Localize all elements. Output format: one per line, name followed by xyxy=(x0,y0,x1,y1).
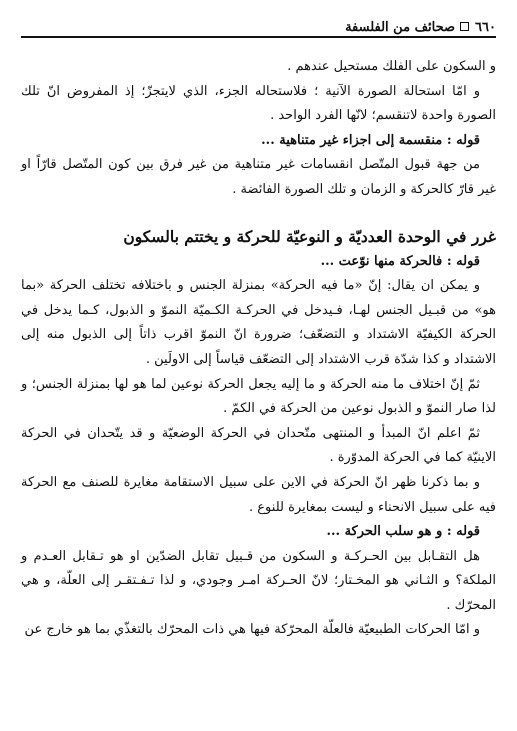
quote-text: و هو سلب الحركة ... xyxy=(326,524,443,540)
quote-label: قوله : xyxy=(446,132,480,148)
paragraph: و يمكن ان يقال: إنّ «ما فيه الحركة» بمنزلة الجنس و باختلافه تختلف الحركة «بما هو» من قبـيل الجنس لهـا، فـيدخل في الحركـة الكـميّة النموّ و الذبول، كـما يدخل في الحركة الكيفيّة الاشتداد و التضعّف؛ ضرورة انّ النموّ اقرب ذاتاً إلى الذبول منه إلى الاشتداد و كذا شدّة قرب الاشتداد إلى التضعّف قياساً إلى الاولَين . xyxy=(21,278,496,367)
section-heading: غرر في الوحدة العدديّة و النوعيّة للحركة و يختتم بالسكون xyxy=(123,226,496,246)
quoted-phrase xyxy=(21,129,496,154)
page-number: ٦٦٠ xyxy=(475,20,496,35)
quote-label: قوله : xyxy=(446,524,480,540)
running-header xyxy=(21,13,496,35)
paragraph: من جهة قبول المتّصل انقسامات غير متناهية من غير فرق بين كون المتّصل قارّاً او غير قارّ كالحركة و الزمان و تلك الصورة الفائضة . xyxy=(21,157,496,197)
paragraph: ثمّ إنّ اختلاف ما منه الحركة و ما إليه يجعل الحركة نوعين لما هو لها بمنزلة الجنس؛ و لذا صار النموّ و الذبول نوعين من الحركة في الكمّ . xyxy=(21,376,496,417)
quote-label: قوله : xyxy=(446,253,480,269)
running-title: صحائف من الفلسفة xyxy=(345,20,456,35)
paragraph: و امّا الحركات الطبيعيّة فالعلّة المحرّكة فيها هي ذات المحرّك بالتغذّي بما هو خارج عن xyxy=(24,622,480,638)
quote-text: منقسمة إلى اجزاء غير متناهية ... xyxy=(261,132,443,148)
paragraph: ثمّ اعلم انّ المبدأ و المنتهى متّحدان في الحركة الوضعيّة و قد يتّحدان في الحركة الاينيّة كما في الحركة المدوّرة . xyxy=(21,425,496,466)
square-ornament-icon xyxy=(460,22,469,31)
quoted-phrase xyxy=(21,520,496,545)
paragraph: و بما ذكرنا ظهر انّ الحركة في الاين على سبيل الاستقامة مغايرة للصنف مع الحركة فيه على سبيل الانحناء و ليست بمغايرة للنوع . xyxy=(21,474,496,515)
paragraph: و امّا استحالة الصورة الآنية ؛ فلاستحاله الجزء، الذي لايتجزّ؛ إذ المفروض انّ تلك الصورة واحدة لاتنقسم؛ لانّها الفرد الواحد . xyxy=(21,83,496,124)
quote-text: فالحركة منها نوّعت ... xyxy=(320,253,443,269)
header-rule xyxy=(21,36,496,38)
quoted-phrase xyxy=(21,250,496,275)
body-text xyxy=(21,55,496,643)
paragraph: و السكون على الفلك مستحيل عندهم . xyxy=(287,59,496,74)
paragraph: هل التقـابل بين الحـركـة و السكون من قـبيل تقابل الضدّين او هو تـقابل العـدم و الملكة؟ و الثـاني هو المخـتار؛ لانّ الحـركة امـر وجودي، و لذا تـفـتقـر إلى العلّة، و هي المحرّك . xyxy=(21,548,496,613)
